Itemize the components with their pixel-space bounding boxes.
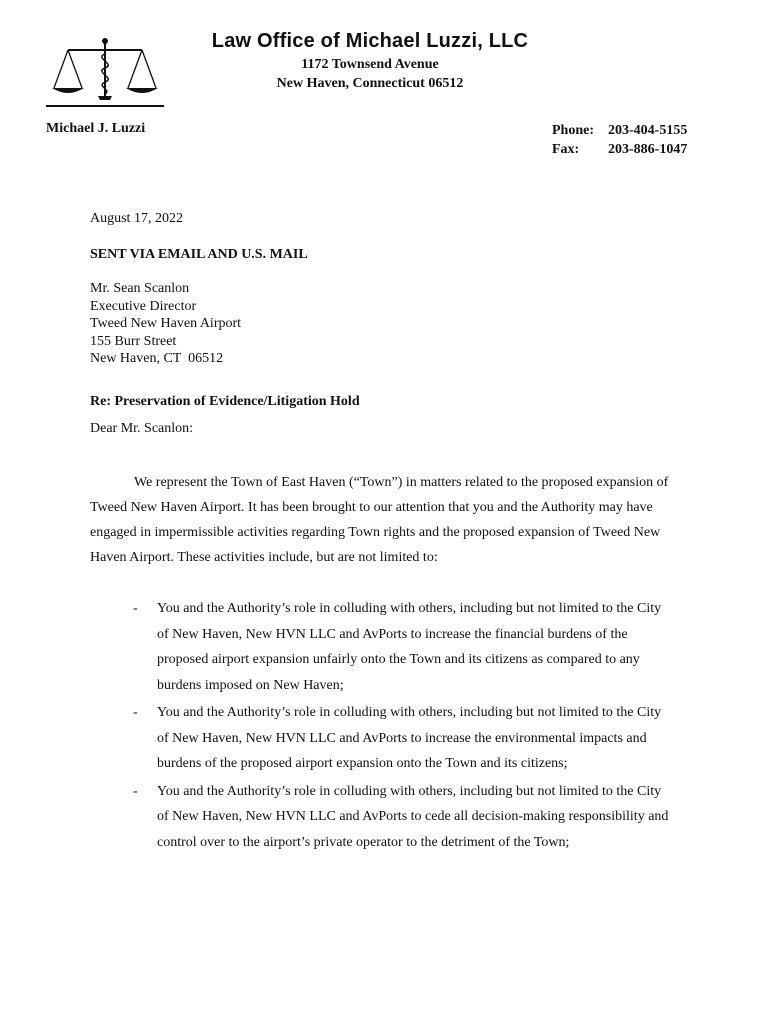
recipient-address [90,280,241,368]
activities-list [128,596,676,857]
recipient-line: Mr. Sean Scanlon [90,281,190,296]
fax-number: 203-886-1047 [608,142,688,157]
firm-name: Law Office of Michael Luzzi, LLC [211,30,529,52]
phone-label: Phone: [552,123,594,138]
list-item-text: You and the Authority’s role in colluding with others, including but not limited to the City of New Haven, New HVN LLC and AvPorts to increase the environmental impacts and burdens of the proposed airport expansion onto the Town and its citizens; [157,705,662,771]
bullet-marker: - [133,705,138,720]
intro-paragraph: We represent the Town of East Haven (“Town”) in matters related to the proposed expansion of Tweed New Haven Airport. It has been brought to our attention that you and the Authority may have engaged in impermissible activities regarding Town rights and the proposed expansion of Tweed New Haven Airport. These activities include, but are not limited to: [90,475,669,565]
phone-number: 203-404-5155 [608,123,688,138]
firm-address-line2: New Haven, Connecticut 06512 [276,76,464,91]
list-item [128,779,676,856]
recipient-line: Tweed New Haven Airport [90,316,242,331]
delivery-method: SENT VIA EMAIL AND U.S. MAIL [90,247,308,262]
subject-line: Re: Preservation of Evidence/Litigation Hold [90,394,360,409]
attorney-name: Michael J. Luzzi [46,121,146,136]
recipient-line: Executive Director [90,298,197,314]
phone-line [552,123,687,139]
salutation: Dear Mr. Scanlon: [90,421,194,436]
list-item [128,700,676,777]
bullet-marker: - [133,601,138,616]
list-item [128,596,676,698]
fax-label: Fax: [552,142,580,157]
firm-address-line1: 1172 Townsend Avenue [301,57,439,72]
list-item-text: You and the Authority’s role in colluding with others, including but not limited to the City of New Haven, New HVN LLC and AvPorts to increase the financial burdens of the proposed airport expansion unfairly onto the Town and its citizens as compared to any burdens imposed on New Haven; [157,601,662,693]
scales-of-justice-icon [46,36,164,112]
bullet-marker: - [133,783,138,799]
letter-date: August 17, 2022 [90,211,183,226]
list-item-text: You and the Authority’s role in colluding with others, including but not limited to the City of New Haven, New HVN LLC and AvPorts to cede all decision-making responsibility and control over to the airport’s private operator to the detriment of the Town; [157,783,669,850]
recipient-line: 155 Burr Street [90,333,177,349]
recipient-line: New Haven, CT 06512 [90,351,224,366]
fax-line [552,142,687,158]
